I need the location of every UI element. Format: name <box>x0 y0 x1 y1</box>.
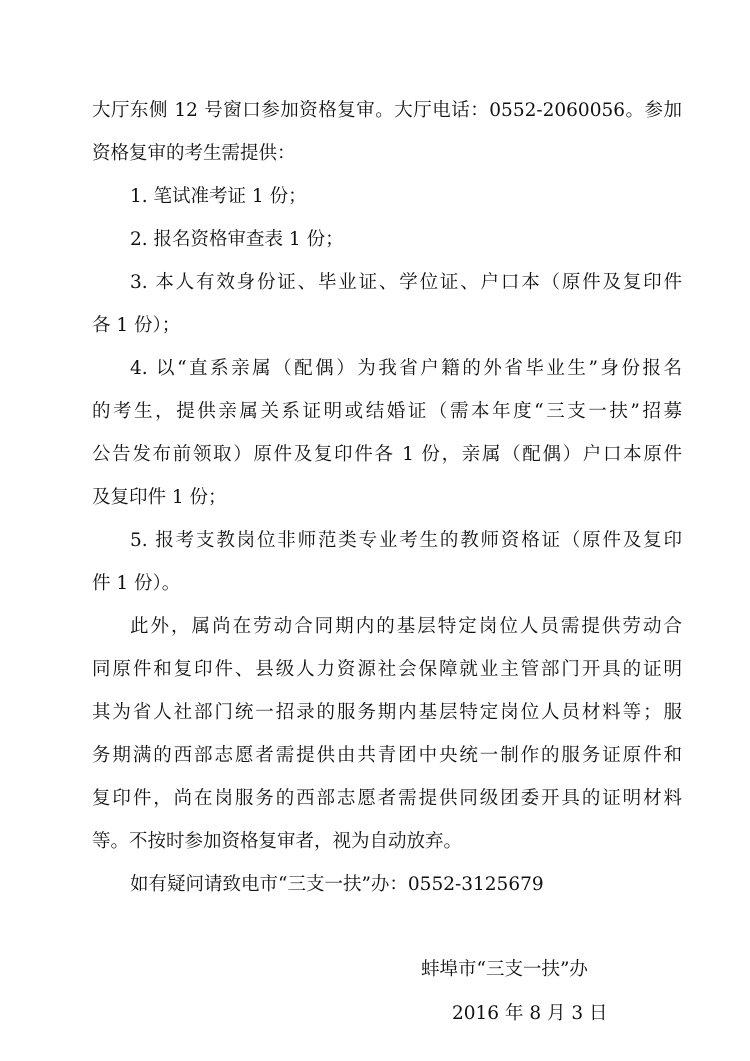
list-item-line: 各 1 份）； <box>92 315 181 336</box>
paragraph-line: 同原件和复印件、县级人力资源社会保障就业主管部门开具的证明 <box>92 659 682 680</box>
list-item-line: 3. 本人有效身份证、毕业证、学位证、户口本（原件及复印件 <box>130 272 682 293</box>
list-item-line: 的考生，提供亲属关系证明或结婚证（需本年度“三支一扶”招募 <box>92 401 682 422</box>
list-item-line: 5. 报考支教岗位非师范类专业考生的教师资格证（原件及复印 <box>130 530 682 551</box>
signature-date: 2016 年 8 月 3 日 <box>452 1003 608 1024</box>
paragraph-line: 务期满的西部志愿者需提供由共青团中央统一制作的服务证原件和 <box>92 745 682 766</box>
contact-line: 如有疑问请致电市“三支一扶”办：0552-3125679 <box>130 874 544 895</box>
paragraph-line: 其为省人社部门统一招录的服务期内基层特定岗位人员材料等；服 <box>92 702 682 723</box>
paragraph-line: 此外，属尚在劳动合同期内的基层特定岗位人员需提供劳动合 <box>130 616 682 637</box>
paragraph-line: 大厅东侧 12 号窗口参加资格复审。大厅电话：0552-2060056。参加 <box>92 100 682 121</box>
list-item-line: 件 1 份）。 <box>92 573 181 594</box>
paragraph-line: 等。不按时参加资格复审者，视为自动放弃。 <box>92 831 463 852</box>
paragraph-line: 复印件，尚在岗服务的西部志愿者需提供同级团委开具的证明材料 <box>92 788 682 809</box>
list-item-line: 公告发布前领取）原件及复印件各 1 份，亲属（配偶）户口本原件 <box>92 444 682 465</box>
signature-office: 蚌埠市“三支一扶”办 <box>421 959 588 980</box>
paragraph-line: 资格复审的考生需提供： <box>92 143 296 164</box>
list-item-line: 及复印件 1 份； <box>92 487 227 508</box>
list-item-line: 1. 笔试准考证 1 份； <box>130 186 307 207</box>
list-item-line: 4. 以“直系亲属（配偶）为我省户籍的外省毕业生”身份报名 <box>130 358 682 379</box>
list-item-line: 2. 报名资格审查表 1 份； <box>130 229 344 250</box>
